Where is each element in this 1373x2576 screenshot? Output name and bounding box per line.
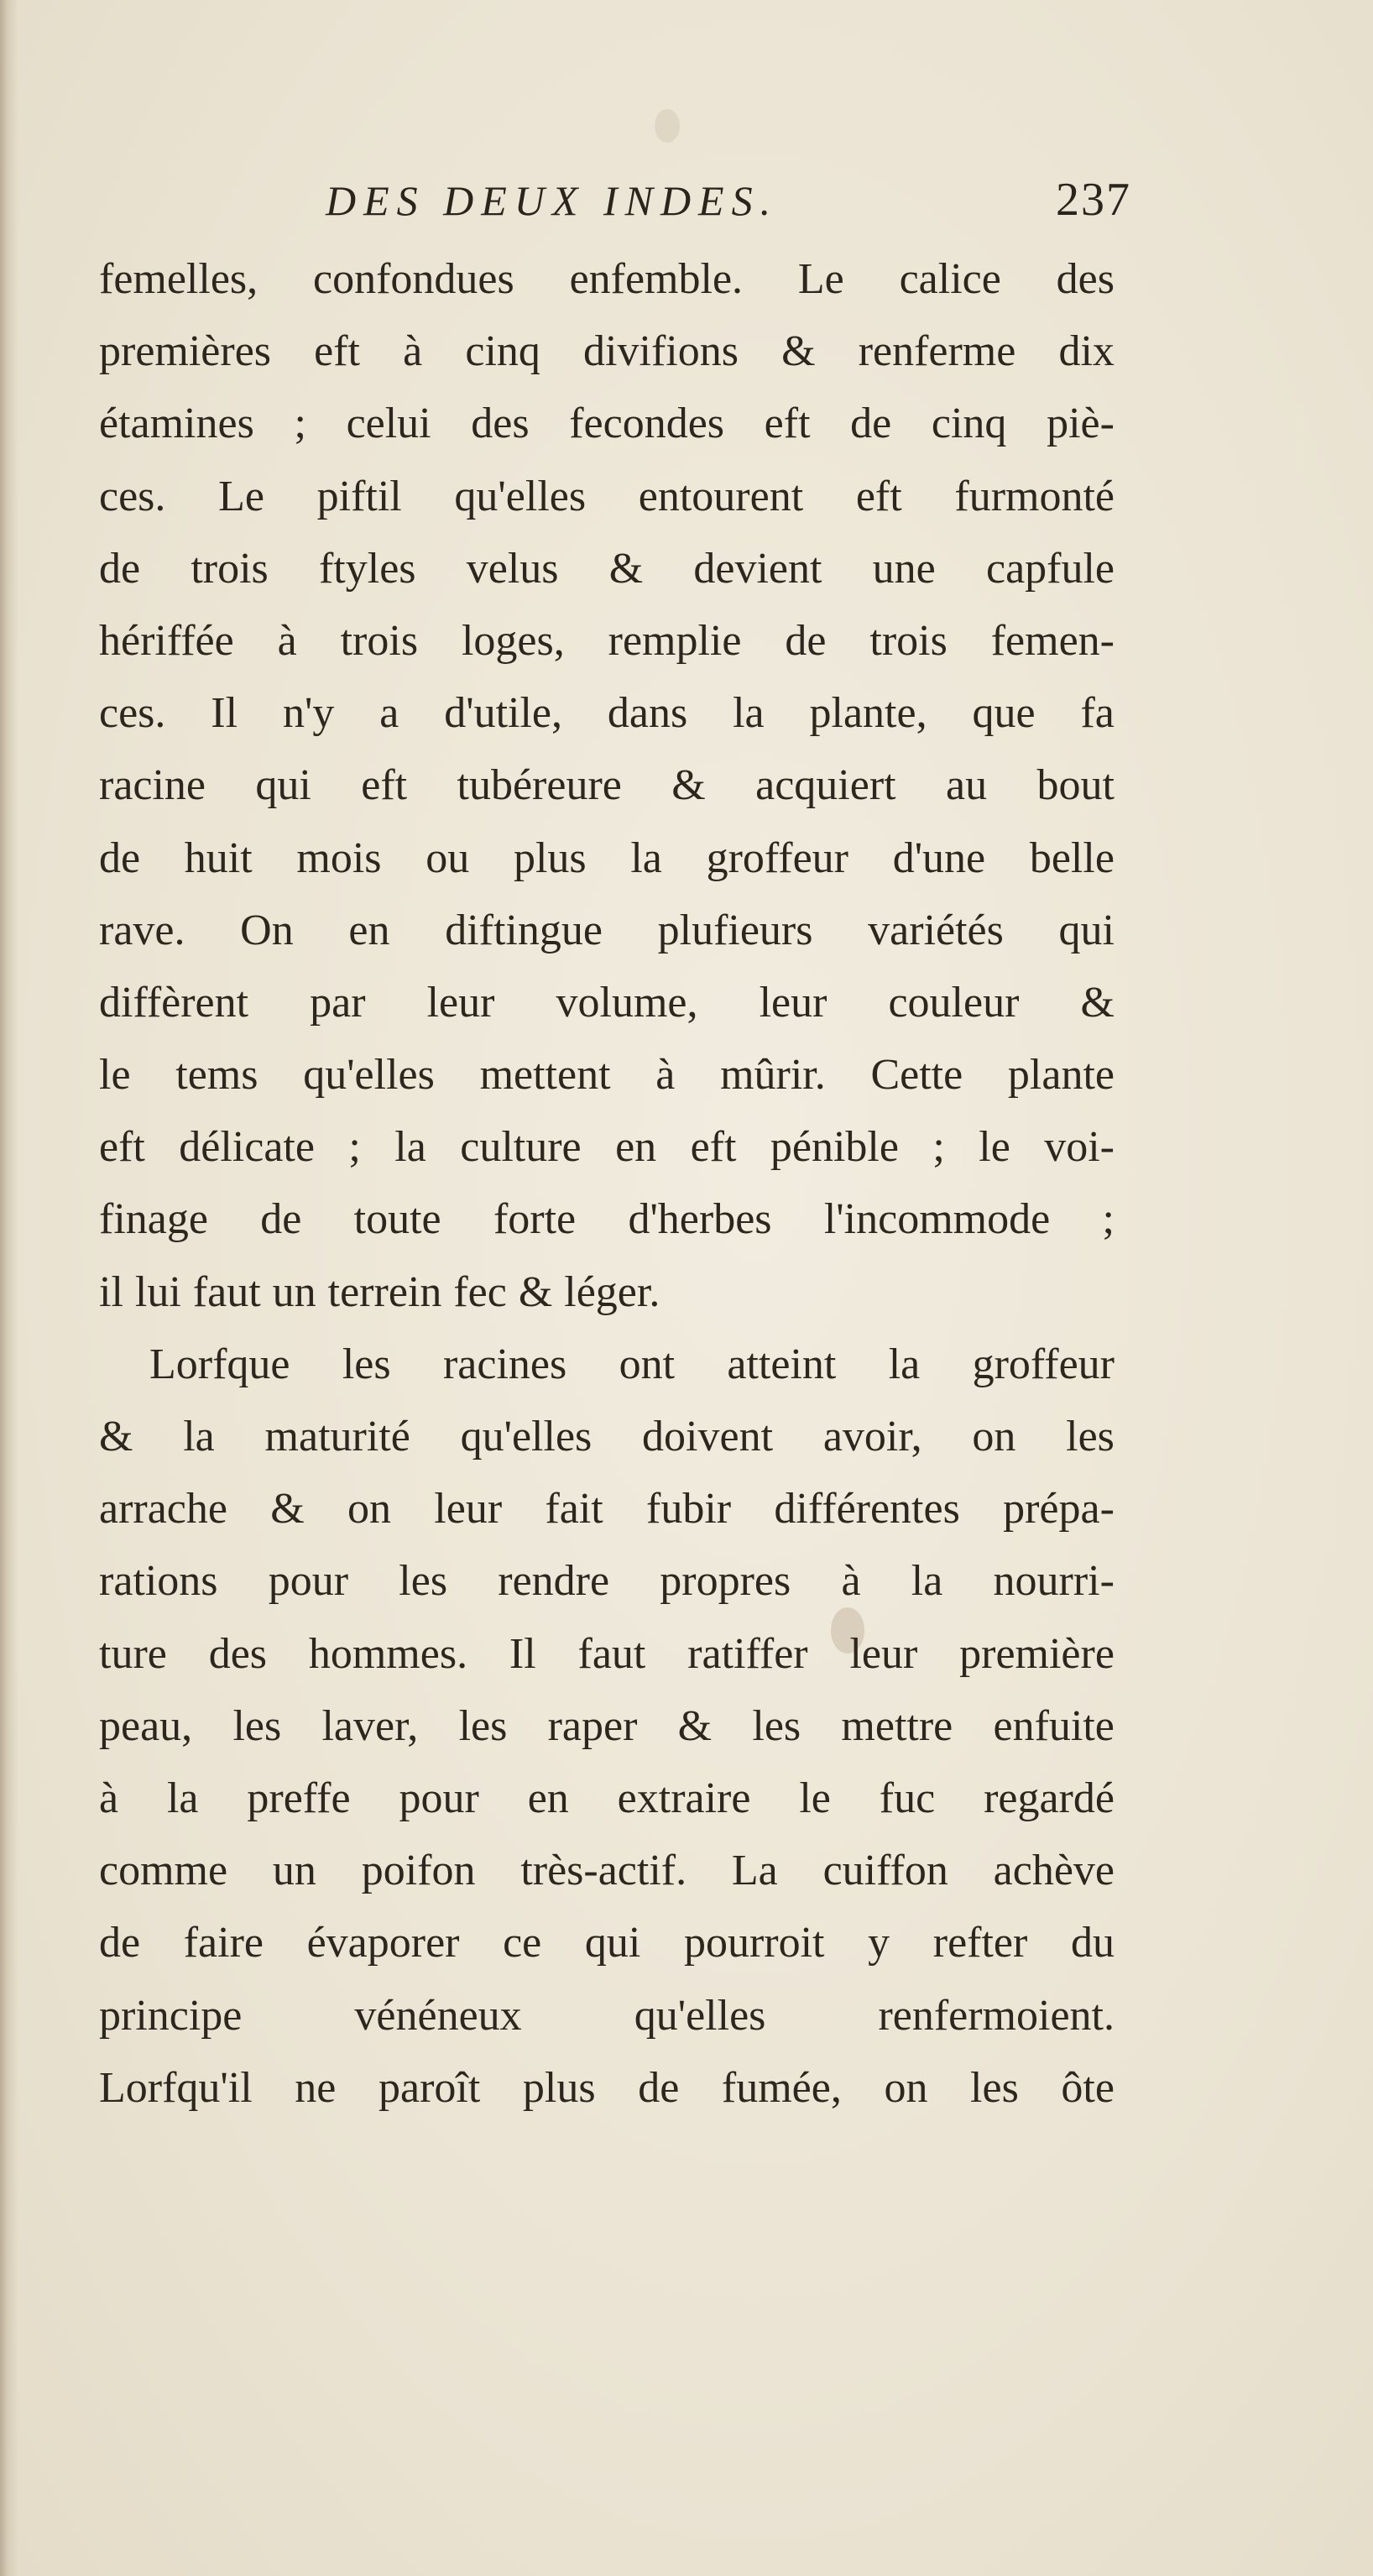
word: Il: [211, 689, 238, 738]
text-line: [99, 895, 1115, 967]
word: à: [277, 616, 297, 665]
word: le: [99, 1051, 131, 1100]
text-line: [99, 1183, 1115, 1256]
text-line: [99, 677, 1115, 750]
word: eft: [690, 1123, 737, 1172]
word: couleur: [888, 978, 1020, 1027]
word: fuc: [879, 1774, 936, 1822]
word: fec: [453, 1267, 507, 1316]
word: il: [99, 1267, 123, 1316]
word: pénible: [770, 1123, 899, 1172]
word: les: [232, 1701, 282, 1750]
word: léger.: [564, 1267, 660, 1316]
text-line: [99, 1835, 1115, 1907]
word: raper: [547, 1701, 638, 1750]
text-line: [99, 1980, 1115, 2052]
word: eft: [855, 472, 902, 520]
word: &: [518, 1267, 553, 1316]
word: faut: [577, 1629, 646, 1678]
word: eft: [764, 400, 811, 448]
word: On: [240, 906, 294, 954]
word: qu'elles: [460, 1413, 593, 1460]
paper-stain: [655, 109, 680, 143]
word: leur: [426, 978, 495, 1027]
word: eft: [99, 1123, 145, 1172]
word: extraire: [617, 1774, 751, 1822]
word: étamines: [99, 400, 254, 448]
word: des: [471, 400, 530, 448]
word: nourri-: [993, 1557, 1115, 1606]
text-line: [99, 1329, 1115, 1401]
text-line: [99, 388, 1115, 460]
word: velus: [466, 544, 559, 593]
word: première: [959, 1629, 1115, 1678]
word: par: [310, 978, 366, 1027]
word: les: [458, 1701, 508, 1750]
word: &: [677, 1701, 713, 1750]
word: racine: [99, 761, 206, 810]
word: un: [272, 1267, 316, 1316]
word: renferme: [858, 327, 1016, 376]
word: leur: [434, 1485, 503, 1534]
word: qui: [584, 1919, 641, 1967]
word: un: [272, 1847, 316, 1895]
word: &: [781, 327, 816, 376]
word: laver,: [321, 1701, 419, 1750]
word: une: [872, 544, 936, 593]
word: on: [347, 1485, 391, 1534]
word: renfermoient.: [878, 1991, 1115, 2040]
word: vénéneux: [354, 1991, 522, 2040]
word: pour: [399, 1774, 479, 1822]
text-line: [99, 1763, 1115, 1835]
word: en: [348, 906, 390, 954]
word: du: [1070, 1919, 1115, 1967]
word: furmonté: [954, 472, 1115, 520]
word: n'y: [282, 689, 335, 738]
word: la: [733, 689, 765, 738]
word: les: [752, 1701, 801, 1750]
word: à: [99, 1774, 119, 1822]
word: paroît: [378, 2063, 481, 2112]
word: plufieurs: [657, 906, 813, 954]
word: ;: [348, 1123, 361, 1172]
word: de: [850, 400, 892, 448]
word: preffe: [247, 1774, 351, 1822]
word: peau,: [99, 1701, 193, 1750]
word: pour: [268, 1557, 349, 1606]
word: en: [615, 1123, 657, 1172]
word: &: [1080, 978, 1115, 1027]
word: atteint: [727, 1340, 837, 1388]
word: la: [911, 1557, 943, 1606]
word: celui: [346, 400, 431, 448]
word: terrein: [327, 1267, 442, 1316]
word: à: [403, 327, 423, 376]
word: rave.: [99, 906, 185, 954]
word: ou: [425, 833, 470, 882]
word: les: [342, 1340, 391, 1388]
word: délicate: [179, 1123, 315, 1172]
text-line: [99, 967, 1115, 1039]
word: ces.: [99, 689, 166, 738]
word: lui: [134, 1267, 181, 1316]
word: d'utile,: [444, 689, 562, 738]
word: bout: [1036, 761, 1115, 810]
word: faut: [192, 1267, 261, 1316]
word: loges,: [461, 616, 565, 665]
word: plus: [522, 2063, 596, 2112]
word: forte: [493, 1195, 577, 1244]
word: Lorfque: [149, 1340, 290, 1388]
word: culture: [460, 1123, 582, 1172]
word: piè-: [1047, 400, 1115, 448]
text-line: [99, 1401, 1115, 1473]
word: des: [208, 1629, 268, 1678]
word: tems: [175, 1051, 258, 1100]
word: &: [608, 544, 644, 593]
word: principe: [99, 1991, 243, 2040]
word: ôte: [1061, 2063, 1115, 2112]
word: huit: [184, 833, 253, 882]
word: calice: [899, 255, 1001, 303]
word: divifions: [583, 327, 739, 376]
text-line: [99, 1257, 1115, 1329]
word: volume,: [556, 978, 698, 1027]
word: trois: [869, 616, 948, 665]
word: toute: [353, 1195, 441, 1244]
word: fa: [1080, 689, 1115, 738]
word: pourroit: [683, 1919, 825, 1967]
word: de: [99, 833, 141, 882]
text-line: [99, 750, 1115, 822]
word: maturité: [264, 1413, 410, 1460]
word: à: [655, 1051, 676, 1100]
word: évaporer: [306, 1919, 460, 1967]
word: ;: [1102, 1195, 1115, 1244]
word: fait: [545, 1485, 603, 1534]
word: &: [270, 1485, 305, 1534]
running-head: DES DEUX INDES.: [326, 177, 779, 224]
word: ftyles: [318, 544, 416, 593]
word: qui: [1058, 906, 1115, 954]
word: qu'elles: [303, 1051, 435, 1100]
word: tubéreure: [457, 761, 622, 810]
word: dix: [1058, 327, 1115, 376]
word: piftil: [316, 472, 402, 520]
word: Lorfqu'il: [99, 2063, 253, 2112]
word: rations: [99, 1557, 218, 1606]
text-line: [99, 533, 1115, 605]
word: de: [99, 1919, 141, 1967]
text-line: [99, 823, 1115, 895]
text-line: [99, 1111, 1115, 1183]
word: trois: [340, 616, 419, 665]
word: d'une: [892, 833, 986, 882]
word: ;: [932, 1123, 945, 1172]
word: d'herbes: [628, 1195, 772, 1244]
word: capfule: [985, 544, 1115, 593]
word: premières: [99, 327, 272, 376]
word: voi-: [1044, 1123, 1115, 1172]
word: les: [970, 2063, 1019, 2112]
word: avoir,: [822, 1413, 922, 1460]
word: la: [166, 1774, 199, 1822]
word: la: [183, 1413, 215, 1460]
word: cinq: [465, 327, 540, 376]
text-line: [99, 1907, 1115, 1979]
word: variétés: [868, 906, 1004, 954]
word: qu'elles: [634, 1991, 766, 2040]
word: arrache: [99, 1485, 227, 1534]
word: on: [972, 1413, 1016, 1460]
text-line: [99, 605, 1115, 677]
text-line: [99, 1039, 1115, 1111]
word: enfuite: [993, 1701, 1115, 1750]
word: ;: [294, 400, 306, 448]
word: mûrir.: [720, 1051, 826, 1100]
word: le: [979, 1123, 1010, 1172]
word: leur: [849, 1629, 918, 1678]
word: leur: [759, 978, 827, 1027]
word: confondues: [313, 255, 514, 303]
word: de: [99, 544, 141, 593]
word: à: [841, 1557, 861, 1606]
word: au: [945, 761, 988, 810]
word: très-actif.: [520, 1847, 687, 1895]
word: qu'elles: [454, 472, 587, 520]
word: racines: [442, 1340, 567, 1388]
word: doivent: [642, 1413, 774, 1460]
word: groffeur: [706, 833, 848, 882]
text-line: [99, 1473, 1115, 1545]
word: mettent: [479, 1051, 611, 1100]
word: ont: [619, 1340, 676, 1388]
body-text: [99, 243, 1115, 2124]
word: mois: [296, 833, 382, 882]
word: plante: [1007, 1051, 1115, 1100]
word: fubir: [646, 1485, 732, 1534]
word: hommes.: [308, 1629, 468, 1678]
text-line: [99, 1618, 1115, 1690]
word: cuiffon: [822, 1847, 948, 1895]
word: diffèrent: [99, 978, 249, 1027]
word: qui: [255, 761, 311, 810]
word: remplie: [608, 616, 742, 665]
word: différentes: [774, 1485, 960, 1534]
word: Cette: [870, 1051, 963, 1100]
word: que: [972, 689, 1036, 738]
word: acquiert: [755, 761, 896, 810]
word: on: [884, 2063, 928, 2112]
word: les: [399, 1557, 448, 1606]
text-line: [99, 2052, 1115, 2124]
text-line: [99, 1690, 1115, 1763]
word: enfemble.: [569, 255, 744, 303]
word: plus: [513, 833, 587, 882]
word: finage: [99, 1195, 208, 1244]
word: entourent: [638, 472, 804, 520]
word: comme: [99, 1847, 228, 1895]
word: refter: [932, 1919, 1028, 1967]
word: &: [99, 1413, 133, 1460]
word: &: [671, 761, 706, 810]
word: groffeur: [972, 1340, 1115, 1388]
word: Le: [797, 255, 844, 303]
word: l'incommode: [823, 1195, 1051, 1244]
word: eft: [361, 761, 408, 810]
word: cinq: [931, 400, 1007, 448]
word: ture: [99, 1629, 167, 1678]
word: en: [527, 1774, 569, 1822]
word: belle: [1029, 833, 1115, 882]
word: femelles,: [99, 255, 258, 303]
page-number: 237: [1056, 174, 1131, 226]
word: diftingue: [445, 906, 603, 954]
word: fumée,: [721, 2063, 842, 2112]
word: poifon: [361, 1847, 476, 1895]
word: mettre: [841, 1701, 953, 1750]
word: dans: [607, 689, 688, 738]
word: Le: [218, 472, 264, 520]
word: de: [785, 616, 827, 665]
word: femen-: [990, 616, 1115, 665]
word: eft: [314, 327, 360, 376]
word: faire: [183, 1919, 264, 1967]
word: devient: [693, 544, 822, 593]
word: des: [1056, 255, 1115, 303]
gutter-shadow: [0, 0, 18, 2576]
word: achève: [993, 1847, 1115, 1895]
word: ne: [295, 2063, 337, 2112]
word: le: [799, 1774, 831, 1822]
word: La: [731, 1847, 778, 1895]
text-line: [99, 316, 1115, 388]
word: trois: [191, 544, 269, 593]
page-header: [326, 176, 1131, 235]
word: plante,: [809, 689, 927, 738]
word: prépa-: [1003, 1485, 1115, 1534]
word: la: [888, 1340, 921, 1388]
word: a: [379, 689, 399, 738]
word: ce: [503, 1919, 542, 1967]
word: les: [1066, 1413, 1115, 1460]
word: ces.: [99, 472, 166, 520]
word: propres: [660, 1557, 791, 1606]
text-line: [99, 243, 1115, 316]
word: regardé: [984, 1774, 1115, 1822]
text-line: [99, 461, 1115, 533]
word: ratiffer: [687, 1629, 808, 1678]
text-line: [99, 1545, 1115, 1617]
word: de: [260, 1195, 302, 1244]
word: y: [868, 1919, 890, 1967]
word: rendre: [498, 1557, 610, 1606]
word: la: [394, 1123, 426, 1172]
word: fecondes: [569, 400, 725, 448]
word: Il: [509, 1629, 536, 1678]
word: de: [638, 2063, 680, 2112]
word: hériffée: [99, 616, 234, 665]
word: la: [630, 833, 662, 882]
